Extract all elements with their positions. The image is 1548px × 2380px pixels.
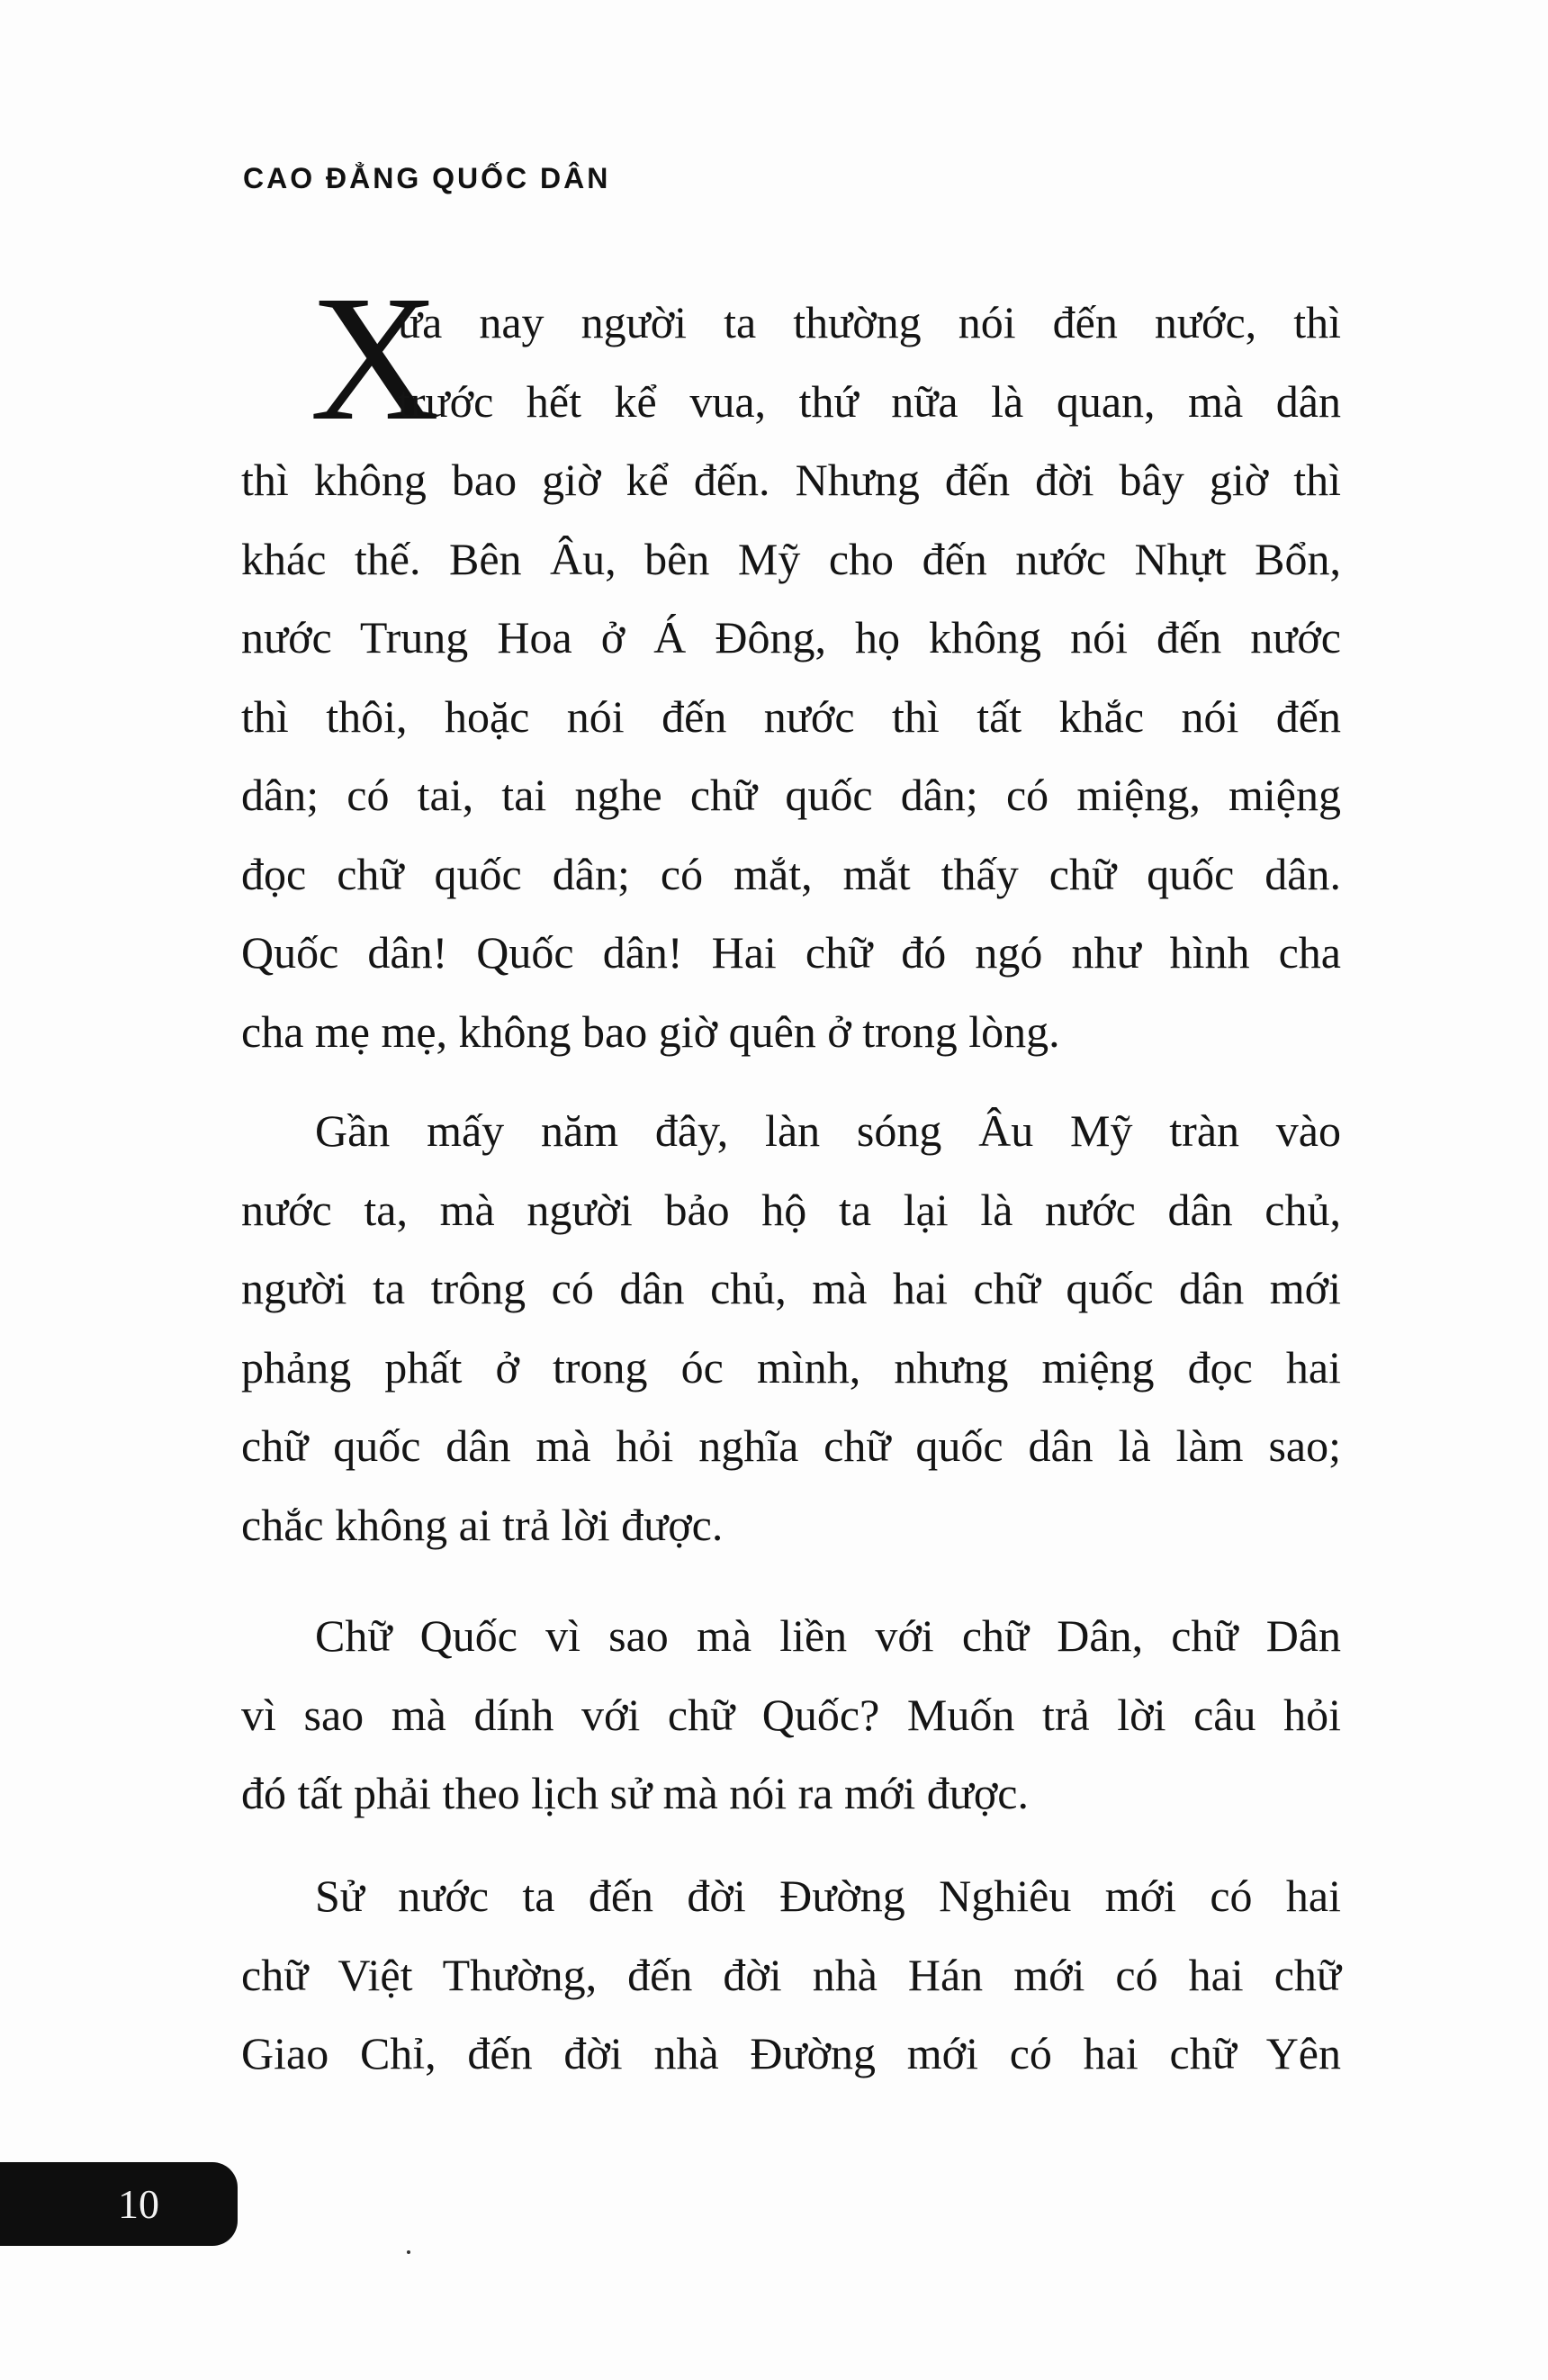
text-line: Chữ Quốc vì sao mà liền với chữ Dân, chữ Dân [315, 1610, 1341, 1661]
paragraph-4 [241, 1857, 1341, 2094]
page-number: 10 [118, 2181, 159, 2227]
text-line: Gần mấy năm đây, làn sóng Âu Mỹ tràn vào [315, 1105, 1341, 1156]
text-line: cha mẹ mẹ, không bao giờ quên ở trong lòng. [241, 1005, 1060, 1057]
text-line: đọc chữ quốc dân; có mắt, mắt thấy chữ quốc dân. [241, 848, 1341, 899]
drop-cap: X [310, 259, 440, 458]
paragraph-2 [241, 1092, 1341, 1564]
running-header: CAO ĐẲNG QUỐC DÂN [243, 162, 611, 194]
text-line: chắc không ai trả lời được. [241, 1499, 724, 1550]
text-line: trước hết kể vua, thứ nữa là quan, mà dân [398, 375, 1341, 427]
text-line: thì không bao giờ kể đến. Nhưng đến đời bây giờ thì [241, 455, 1341, 505]
paragraph-1 [241, 284, 1341, 1071]
page-number-tab [0, 2162, 238, 2246]
text-line: đó tất phải theo lịch sử mà nói ra mới được. [241, 1768, 1029, 1818]
speck-mark [407, 2250, 410, 2254]
text-line: nước ta, mà người bảo hộ ta lại là nước dân chủ, [241, 1184, 1341, 1235]
text-line: chữ quốc dân mà hỏi nghĩa chữ quốc dân là làm sao; [241, 1420, 1341, 1471]
text-line: thì thôi, hoặc nói đến nước thì tất khắc nói đến [241, 690, 1341, 742]
text-line: vì sao mà dính với chữ Quốc? Muốn trả lời câu hỏi [241, 1689, 1341, 1740]
text-line: người ta trông có dân chủ, mà hai chữ quốc dân mới [241, 1263, 1341, 1313]
text-line: nước Trung Hoa ở Á Đông, họ không nói đến nước [241, 612, 1341, 663]
text-line: chữ Việt Thường, đến đời nhà Hán mới có hai chữ [241, 1949, 1341, 2000]
text-line: Sử nước ta đến đời Đường Nghiêu mới có hai [315, 1871, 1341, 1921]
text-line: Giao Chỉ, đến đời nhà Đường mới có hai chữ Yên [241, 2028, 1341, 2078]
text-line: ưa nay người ta thường nói đến nước, thì [398, 297, 1341, 347]
text-line: dân; có tai, tai nghe chữ quốc dân; có miệng, miệng [241, 770, 1341, 820]
text-line: khác thế. Bên Âu, bên Mỹ cho đến nước Nhựt Bổn, [241, 533, 1341, 584]
paragraph-3 [241, 1597, 1341, 1834]
text-line: Quốc dân! Quốc dân! Hai chữ đó ngó như hình cha [241, 927, 1341, 978]
text-line: phảng phất ở trong óc mình, nhưng miệng đọc hai [241, 1341, 1341, 1393]
